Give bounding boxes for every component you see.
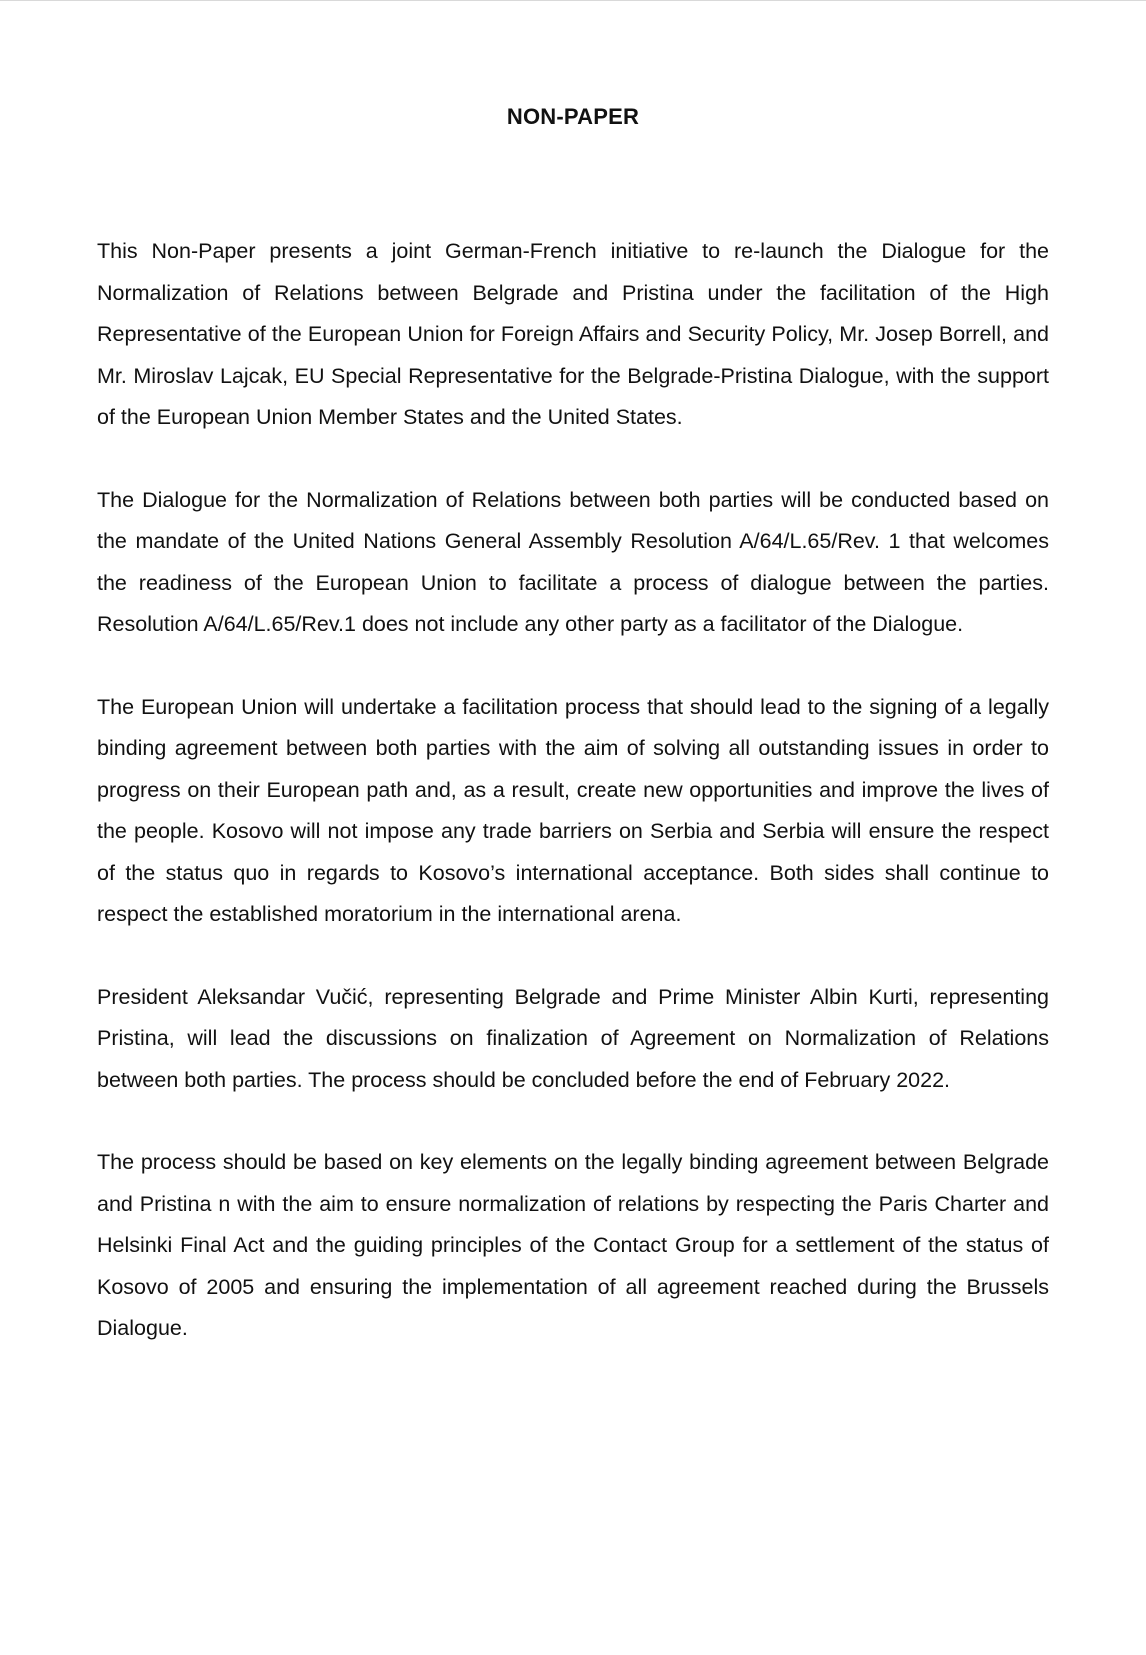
paragraph-leaders: President Aleksandar Vučić, representing Belgrade and Prime Minister Albin Kurti, representing Pristina, will lead the discussions on finalization of Agreement on Normalization of Relations between both parties. The process should be concluded before the end of February 2022. (97, 984, 1049, 1092)
paragraph-key-elements: The process should be based on key elements on the legally binding agreement between Belgrade and Pristina n with the aim to ensure normalization of relations by respecting the Paris Charter and Helsinki Final Act and the guiding principles of the Contact Group for a settlement of the status of Kosovo of 2005 and ensuring the implementation of all agreement reached during the Brussels Dialogue. (97, 1150, 1049, 1340)
paragraph-initiative: This Non-Paper presents a joint German-French initiative to re-launch the Dialogue for the Normalization of Relations between Belgrade and Pristina under the facilitation of the High Representative of the European Union for Foreign Affairs and Security Policy, Mr. Josep Borrell, and Mr. Miroslav Lajcak, EU Special Representative for the Belgrade-Pristina Dialogue, with the support of the European Union Member States and the United States. (97, 239, 1049, 429)
document-body (97, 231, 1049, 1391)
document-title: NON-PAPER (506, 104, 640, 129)
paragraph-mandate: The Dialogue for the Normalization of Relations between both parties will be conducted based on the mandate of the United Nations General Assembly Resolution A/64/L.65/Rev. 1 that welcomes the readiness of the European Union to facilitate a process of dialogue between the parties. Resolution A/64/L.65/Rev.1 does not include any other party as a facilitator of the Dialogue. (97, 487, 1049, 636)
paragraph-facilitation-process: The European Union will undertake a facilitation process that should lead to the signing of a legally binding agreement between both parties with the aim of solving all outstanding issues in order to progress on their European path and, as a result, create new opportunities and improve the lives of the people. Kosovo will not impose any trade barriers on Serbia and Serbia will ensure the respect of the status quo in regards to Kosovo’s international acceptance. Both sides shall continue to respect the established moratorium in the international arena. (97, 694, 1049, 926)
